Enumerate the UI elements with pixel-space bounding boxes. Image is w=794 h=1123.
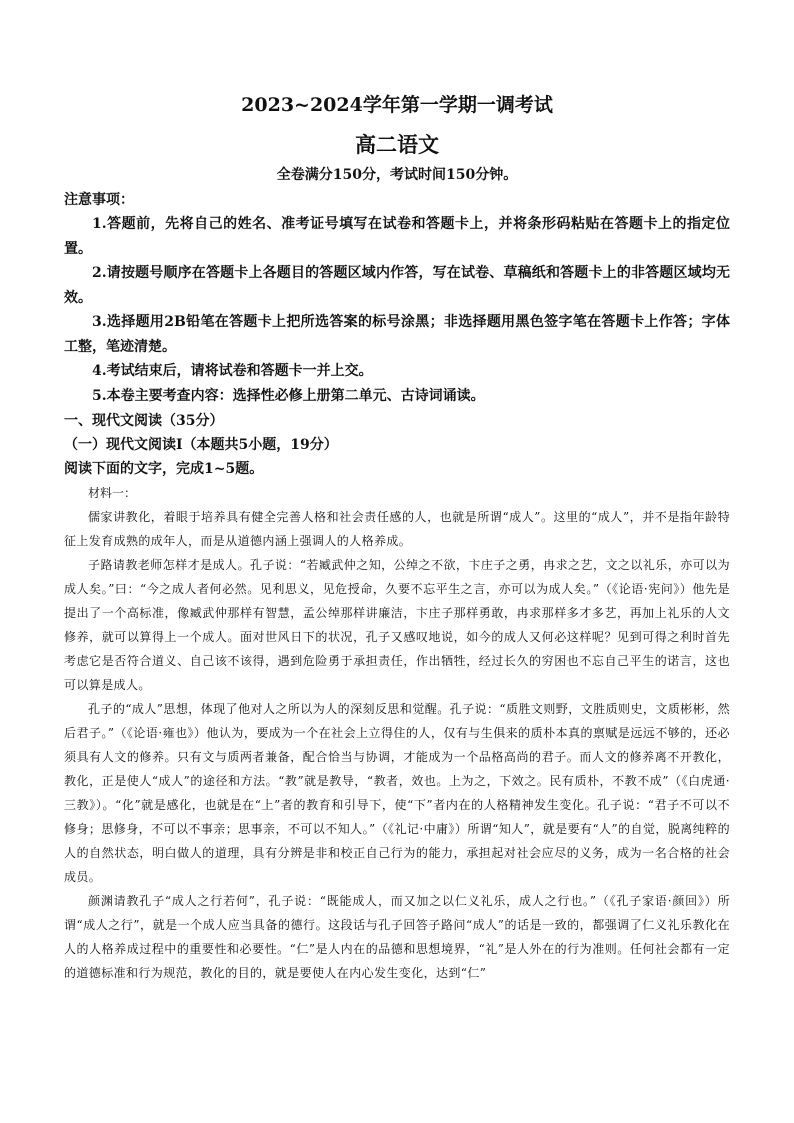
note-item: 5.本卷主要考查内容：选择性必修上册第二单元、古诗词诵读。 [92, 387, 485, 404]
section-heading: 一、现代文阅读（35分） [64, 413, 224, 429]
reading-paragraph: 颜渊请教孔子“成人之行若何”，孔子说：“既能成人，而又加之以仁义礼乐，成人之行也。”（《孔子家语·颜回》）所谓“成人之行”，就是一个成人应当具备的德行。这段话与孔子回答子路问“成人”的话是一致的，都强调了仁义礼乐教化在人的人格养成过程中的重要性和必要性。“仁”是人内在的品德和思想境界，“礼”是人外在的行为准则。任何社会都有一定的道德标准和行为规范，教化的目的，就是要使人在内心发生变化，达到“仁” [64, 894, 730, 980]
note-item: 4.考试结束后，请将试卷和答题卡一并上交。 [92, 363, 373, 379]
reading-paragraph: 孔子的“成人”思想，体现了他对人之所以为人的深刻反思和觉醒。孔子说：“质胜文则野，文胜质则史，文质彬彬，然后君子。”（《论语·雍也》）他认为，要成为一个在社会上立得住的人，仅有与生俱来的质朴本真的禀赋是远远不够的，还必须具有人文的修养。只有文与质两者兼备，配合恰当与协调，才能成为一个品格高尚的君子。而人文的修养离不开教化，教化，正是使人“成人”的途径和方法。“教”就是教导，“教者，效也。上为之，下效之。民有质朴，不教不成”（《白虎通·三教》）。“化”就是感化，也就是在“上”者的教育和引导下，使“下”者内在的人格精神发生变化。孔子说：“君子不可以不修身；思修身，不可以不事亲；思事亲，不可以不知人。”（《礼记·中庸》）所谓“知人”，就是要有“人”的自觉，脱离纯粹的人的自然状态，明白做人的道理，具有分辨是非和校正自己行为的能力，承担起对社会应尽的义务，成为一名合格的社会成员。 [64, 702, 730, 884]
note-item: 3.选择题用2B铅笔在答题卡上把所选答案的标号涂黑；非选择题用黑色签字笔在答题卡上作答；字体工整，笔迹清楚。 [64, 314, 730, 355]
reading-instruction: 阅读下面的文字，完成1~5题。 [64, 461, 264, 477]
exam-info: 全卷满分150分，考试时间150分钟。 [276, 167, 518, 183]
note-item: 1.答题前，先将自己的姓名、准考证号填写在试卷和答题卡上，并将条形码粘贴在答题卡上的指定位置。 [64, 216, 730, 257]
reading-paragraph: 子路请教老师怎样才是成人。孔子说：“若臧武仲之知，公绰之不欲，卞庄子之勇，冉求之艺，文之以礼乐，亦可以为成人矣。”曰：“今之成人者何必然。见利思义，见危授命，久要不忘平生之言，亦可以为成人矣。”（《论语·宪问》）他先是提出了一个高标准，像臧武仲那样有智慧，孟公绰那样讲廉洁，卞庄子那样勇敢，冉求那样多才多艺，再加上礼乐的人文修养，就可以算得上一个成人。面对世风日下的状况，孔子又感叹地说，如今的成人又何必这样呢？见到可得之利时首先考虑它是否符合道义、自己该不该得，遇到危险勇于承担责任，作出牺牲，经过长久的穷困也不忘自己平生的诺言，这也可以算是成人。 [64, 558, 730, 692]
material-label: 材料一： [88, 486, 137, 500]
subsection-heading: （一）现代文阅读Ⅰ（本题共5小题，19分） [64, 437, 338, 453]
exam-subject: 高二语文 [355, 132, 439, 157]
reading-paragraph: 儒家讲教化，着眼于培养具有健全完善人格和社会责任感的人，也就是所谓“成人”。这里的“成人”，并不是指年龄特征上发育成熟的成年人，而是从道德内涵上强调人的人格养成。 [64, 510, 730, 548]
notes-heading: 注意事项： [64, 192, 134, 208]
note-item: 2.请按题号顺序在答题卡上各题目的答题区域内作答，写在试卷、草稿纸和答题卡上的非答题区域均无效。 [64, 265, 730, 306]
exam-title: 2023~2024学年第一学期一调考试 [241, 94, 553, 116]
